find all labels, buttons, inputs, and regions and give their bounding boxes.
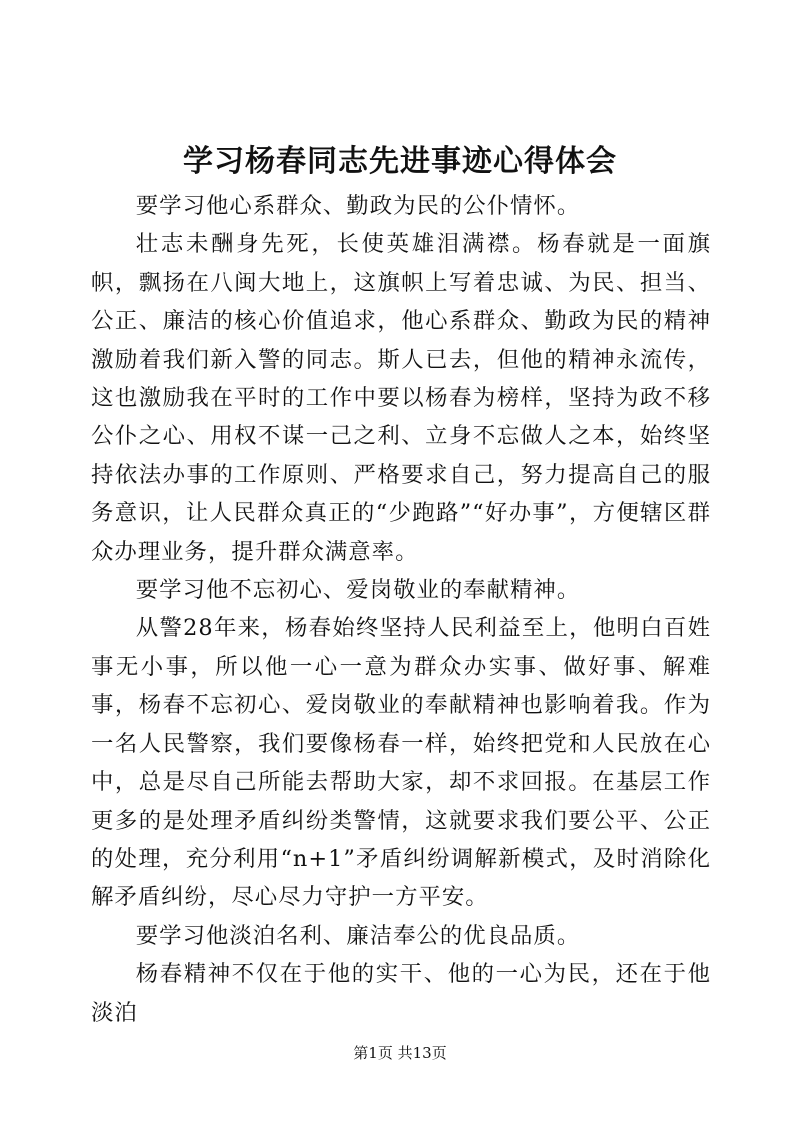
paragraph-heading-2: 要学习他不忘初心、爱岗敬业的奉献精神。	[135, 577, 581, 604]
paragraph-body-2: 从警28年来，杨春始终坚持人民利益至上，他明白百姓事无小事，所以他一心一意为群众办实事、做好事、解难事，杨春不忘初心、爱岗敬业的奉献精神也影响着我。作为一名人民警察，我们要像杨春一样，始终把党和人民放在心中，总是尽自己所能去帮助大家，却不求回报。在基层工作更多的是处理矛盾纠纷类警情，这就要求我们要公平、公正的处理，充分利用“n+1”矛盾纠纷调解新模式，及时消除化解矛盾纠纷，尽心尽力守护一方平安。	[91, 615, 711, 911]
paragraph-heading-3: 要学习他淡泊名利、廉洁奉公的优良品质。	[135, 922, 581, 949]
paragraph-body-1: 壮志未酬身先死，长使英雄泪满襟。杨春就是一面旗帜，飘扬在八闽大地上，这旗帜上写着忠诚、为民、担当、公正、廉洁的核心价值追求，他心系群众、勤政为民的精神激励着我们新入警的同志。斯人已去，但他的精神永流传，这也激励我在平时的工作中要以杨春为榜样，坚持为政不移公仆之心、用权不谋一己之利、立身不忘做人之本，始终坚持依法办事的工作原则、严格要求自己，努力提高自己的服务意识，让人民群众真正的“少跑路”“好办事”，方便辖区群众办理业务，提升群众满意率。	[91, 231, 711, 565]
page-number-footer: 第1页 共13页	[353, 1044, 447, 1062]
paragraph-heading-1: 要学习他心系群众、勤政为民的公仆情怀。	[135, 193, 581, 219]
document-title: 学习杨春同志先进事迹心得体会	[183, 144, 617, 179]
document-body	[91, 187, 711, 1032]
paragraph-body-3: 杨春精神不仅在于他的实干、他的一心为民，还在于他淡泊	[91, 961, 711, 1026]
